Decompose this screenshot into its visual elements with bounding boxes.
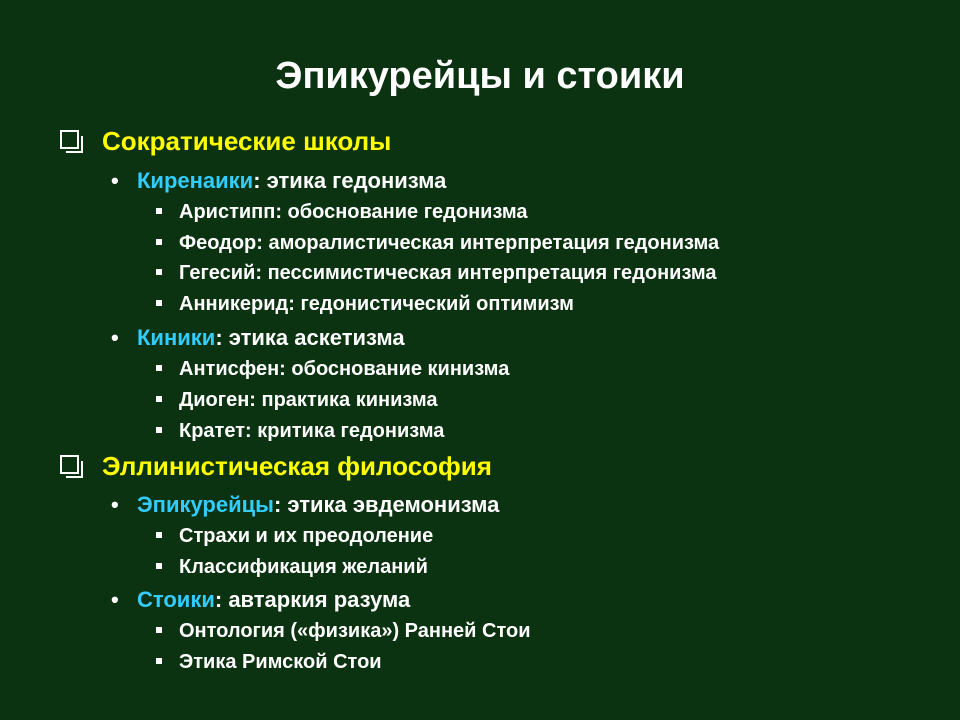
square-bullet-icon <box>156 239 162 245</box>
square-bullet-icon <box>156 396 162 402</box>
group-name: Киренаики <box>137 168 254 193</box>
checkbox-icon <box>60 455 79 474</box>
group-heading <box>111 168 446 194</box>
list-item: Антисфен: обоснование кинизма <box>156 358 509 381</box>
square-bullet-icon <box>156 627 162 633</box>
group-name: Эпикурейцы <box>137 492 274 517</box>
square-bullet-icon <box>156 365 162 371</box>
square-bullet-icon <box>156 208 162 214</box>
list-item: Аристипп: обоснование гедонизма <box>156 201 528 224</box>
list-item: Диоген: практика кинизма <box>156 389 438 412</box>
list-item: Онтология («физика») Ранней Стои <box>156 620 531 643</box>
group-name: Стоики <box>137 587 215 612</box>
group-name: Киники <box>137 325 216 350</box>
square-bullet-icon <box>156 658 162 664</box>
square-bullet-icon <box>156 563 162 569</box>
bullet-dot-icon: • <box>111 587 119 612</box>
list-item: Классификация желаний <box>156 556 428 579</box>
group-desc: : этика аскетизма <box>215 325 405 350</box>
square-bullet-icon <box>156 532 162 538</box>
list-item: Гегесий: пессимистическая интерпретация гедонизма <box>156 262 717 285</box>
group-desc: : автаркия разума <box>214 587 411 612</box>
list-item: Этика Римской Стои <box>156 651 382 674</box>
slide-title: Эпикурейцы и стоики <box>275 55 685 97</box>
bullet-dot-icon: • <box>111 325 119 350</box>
list-item: Феодор: аморалистическая интерпретация гедонизма <box>156 232 719 255</box>
list-item: Страхи и их преодоление <box>156 525 433 548</box>
checkbox-icon <box>60 130 79 149</box>
square-bullet-icon <box>156 300 162 306</box>
list-item: Кратет: критика гедонизма <box>156 420 444 443</box>
group-heading <box>111 587 410 613</box>
square-bullet-icon <box>156 269 162 275</box>
bullet-dot-icon: • <box>111 492 119 517</box>
group-desc: : этика эвдемонизма <box>273 492 500 517</box>
section-heading: Сократические школы <box>60 126 391 157</box>
section-heading: Эллинистическая философия <box>60 451 492 482</box>
bullet-dot-icon: • <box>111 168 119 193</box>
group-desc: : этика гедонизма <box>253 168 447 193</box>
group-heading <box>111 492 499 518</box>
list-item: Анникерид: гедонистический оптимизм <box>156 293 574 316</box>
group-heading <box>111 325 405 351</box>
square-bullet-icon <box>156 427 162 433</box>
